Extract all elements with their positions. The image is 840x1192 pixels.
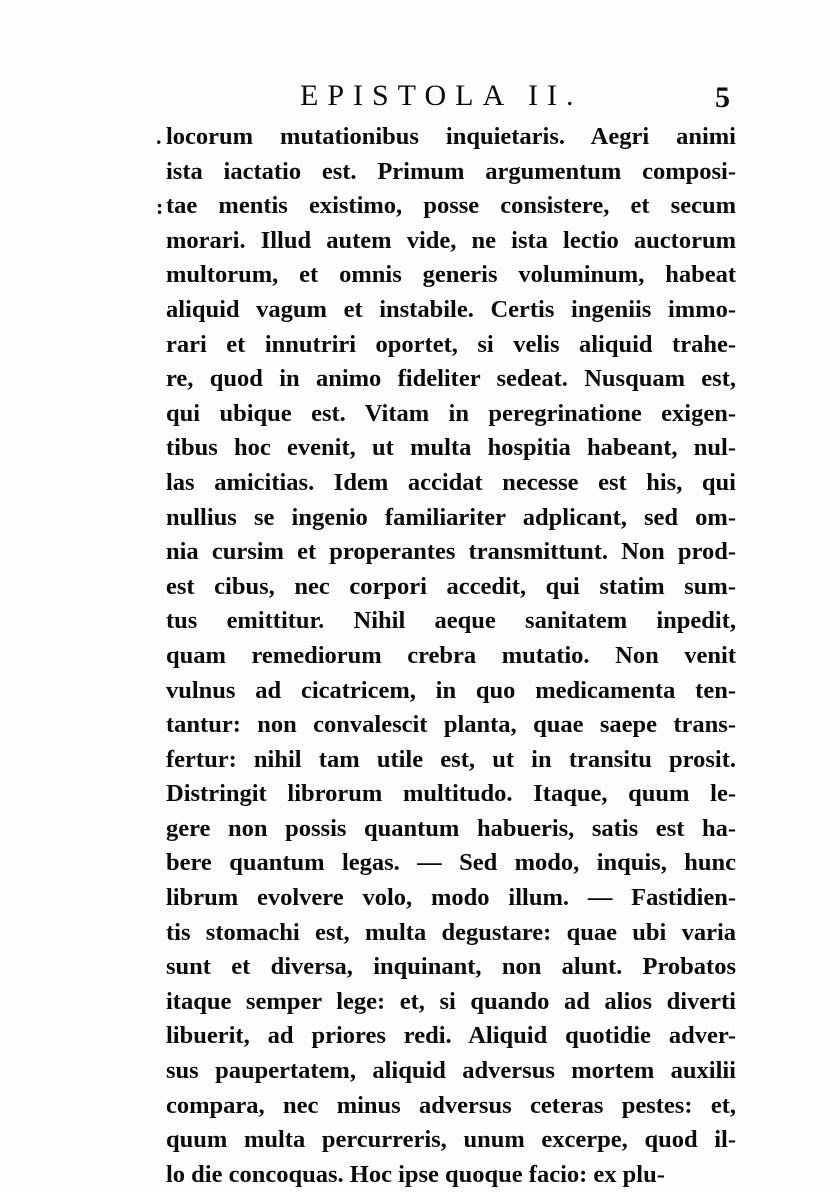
body-text <box>166 120 736 1192</box>
text-line: tus emittitur. Nihil aeque sanitatem inpedit, <box>166 607 736 635</box>
text-line: bere quantum legas. — Sed modo, inquis, hunc <box>166 849 736 877</box>
running-head <box>160 78 730 118</box>
running-title: EPISTOLA II. <box>300 79 583 112</box>
text-line: las amicitias. Idem accidat necesse est his, qui <box>166 468 736 496</box>
text-line: Distringit librorum multitudo. Itaque, quum le- <box>166 780 736 808</box>
margin-mark: . <box>156 124 162 149</box>
text-line: gere non possis quantum habueris, satis est ha- <box>166 814 736 842</box>
text-line: tantur: non convalescit planta, quae saepe trans- <box>166 711 736 739</box>
text-line: est cibus, nec corpori accedit, qui statim sum- <box>166 572 736 600</box>
text-line: libuerit, ad priores redi. Aliquid quotidie adver- <box>166 1022 736 1050</box>
text-line: rari et innutriri oportet, si velis aliquid trahe- <box>166 330 736 358</box>
text-line: morari. Illud autem vide, ne ista lectio auctorum <box>166 226 736 254</box>
text-line: sus paupertatem, aliquid adversus mortem auxilii <box>166 1057 736 1085</box>
text-line: itaque semper lege: et, si quando ad alios diverti <box>166 987 736 1015</box>
text-line: sunt et diversa, inquinant, non alunt. Probatos <box>166 953 736 981</box>
text-line: compara, nec minus adversus ceteras pestes: et, <box>166 1091 736 1119</box>
text-line: fertur: nihil tam utile est, ut in transitu prosit. <box>166 745 736 773</box>
margin-mark: : <box>156 194 164 219</box>
text-line: quum multa percurreris, unum excerpe, quod il- <box>166 1126 736 1154</box>
text-line: ista iactatio est. Primum argumentum composi- <box>166 157 736 185</box>
text-line: locorum mutationibus inquietaris. Aegri animi <box>166 123 736 150</box>
text-line: nia cursim et properantes transmittunt. Non prod- <box>166 538 736 566</box>
text-line: qui ubique est. Vitam in peregrinatione exigen- <box>166 399 736 427</box>
text-line: multorum, et omnis generis voluminum, habeat <box>166 261 736 289</box>
text-line: librum evolvere volo, modo illum. — Fastidien- <box>166 884 736 912</box>
text-line: aliquid vagum et instabile. Certis ingeniis immo- <box>166 295 736 323</box>
text-line: tae mentis existimo, posse consistere, et secum <box>166 192 736 220</box>
text-line: lo die concoquas. Hoc ipse quoque facio: ex plu- <box>166 1160 665 1188</box>
text-line: vulnus ad cicatricem, in quo medicamenta ten- <box>166 676 736 704</box>
text-line: tibus hoc evenit, ut multa hospitia habeant, nul- <box>166 434 736 462</box>
text-line: tis stomachi est, multa degustare: quae ubi varia <box>166 918 736 946</box>
text-line: re, quod in animo fideliter sedeat. Nusquam est, <box>166 365 736 393</box>
page-number: 5 <box>715 81 730 114</box>
text-line: quam remediorum crebra mutatio. Non venit <box>166 641 736 669</box>
text-line: nullius se ingenio familiariter adplicant, sed om- <box>166 503 736 531</box>
